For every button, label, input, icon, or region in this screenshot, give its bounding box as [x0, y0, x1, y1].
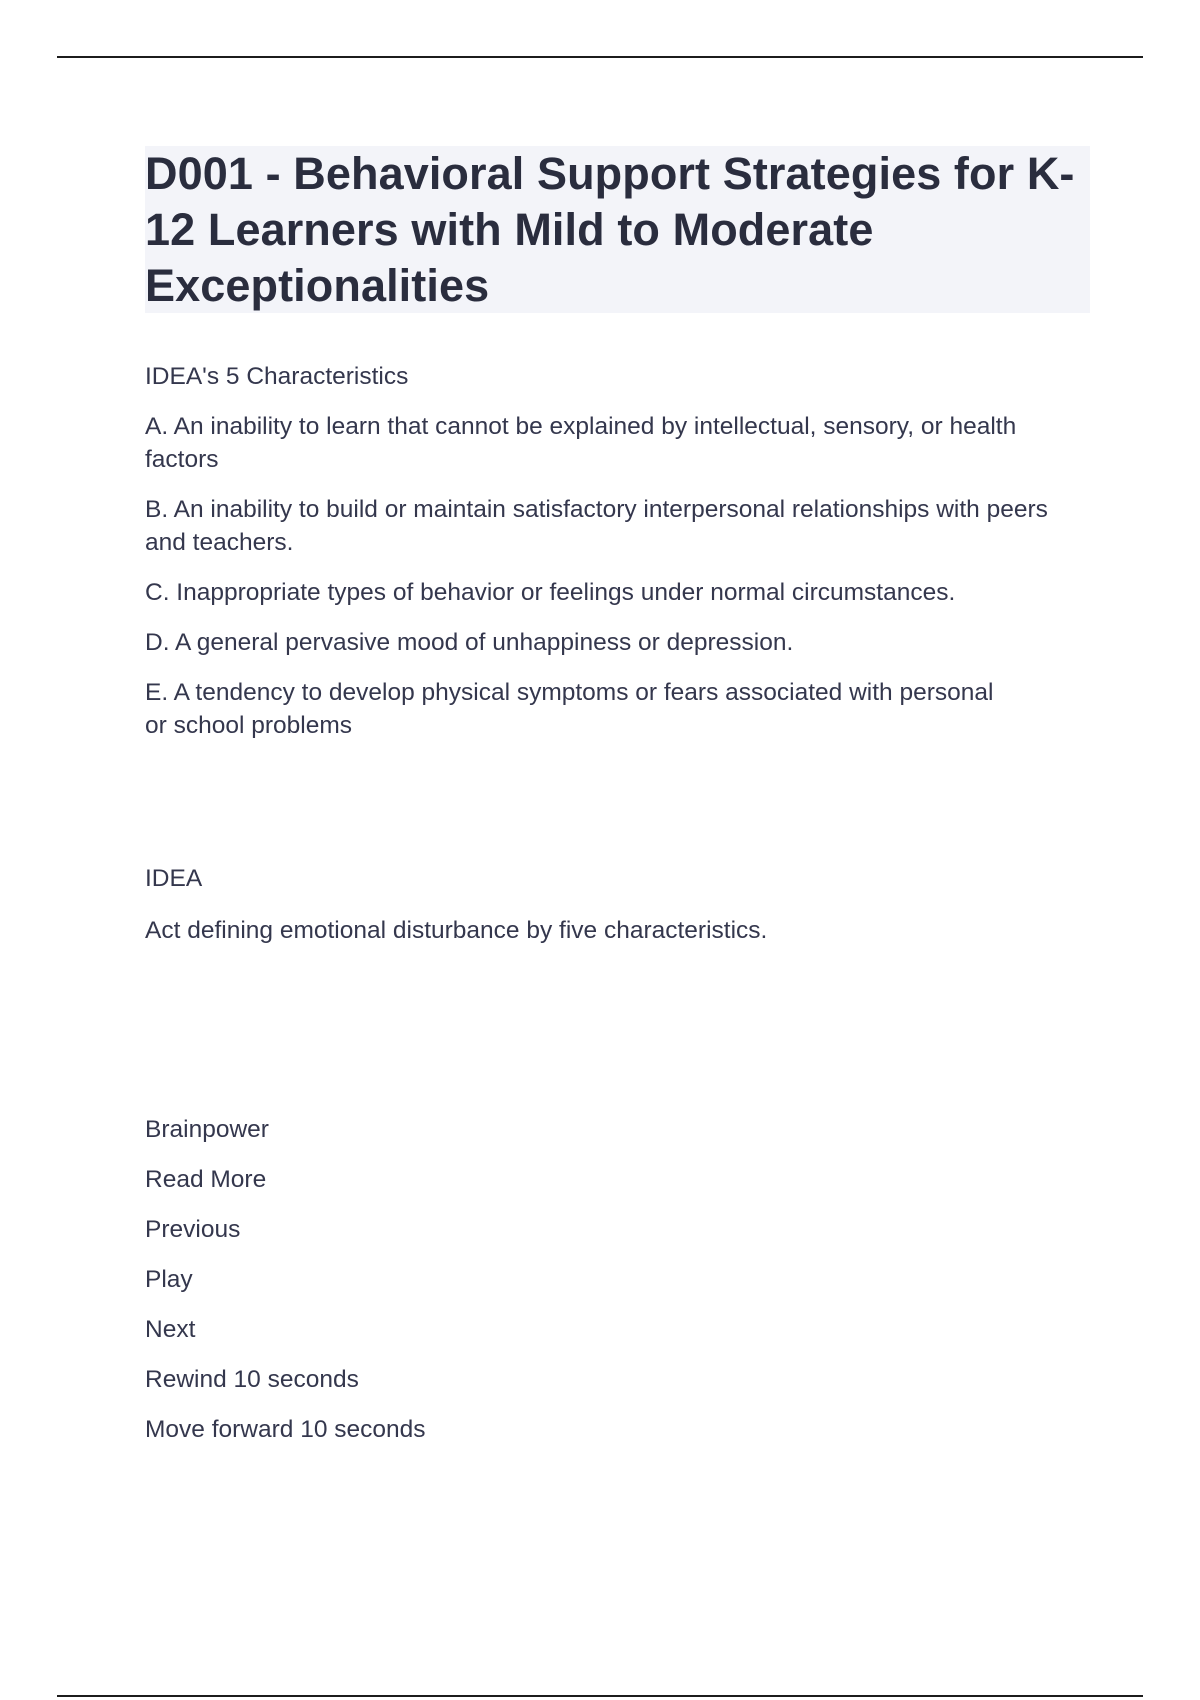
next-button[interactable]: Next: [145, 1316, 196, 1343]
rewind-button[interactable]: Rewind 10 seconds: [145, 1366, 359, 1393]
player-controls: [145, 1113, 426, 1463]
card-term: IDEA's 5 Characteristics: [145, 363, 409, 390]
card-definition-line: C. Inappropriate types of behavior or feelings under normal circumstances.: [145, 579, 956, 606]
page-title: D001 - Behavioral Support Strategies for K-12 Learners with Mild to Moderate Exceptionalities: [145, 148, 1075, 311]
card-1: [145, 360, 1095, 759]
top-divider: [57, 56, 1143, 58]
card-definition-line: Act defining emotional disturbance by five characteristics.: [145, 917, 768, 944]
play-button[interactable]: Play: [145, 1266, 193, 1293]
card-term: IDEA: [145, 865, 203, 892]
bottom-divider: [57, 1695, 1143, 1697]
card-definition-line: E. A tendency to develop physical symptoms or fears associated with personal or school problems: [145, 679, 994, 739]
forward-button[interactable]: Move forward 10 seconds: [145, 1416, 426, 1443]
card-definition-line: B. An inability to build or maintain satisfactory interpersonal relationships with peers and teachers.: [145, 496, 1048, 556]
previous-button[interactable]: Previous: [145, 1216, 241, 1243]
read-more-link[interactable]: Read More: [145, 1166, 267, 1193]
title-block: [145, 146, 1090, 313]
card-definition-line: D. A general pervasive mood of unhappiness or depression.: [145, 629, 794, 656]
brainpower-link[interactable]: Brainpower: [145, 1116, 269, 1143]
card-definition-line: A. An inability to learn that cannot be explained by intellectual, sensory, or health factors: [145, 413, 1017, 473]
